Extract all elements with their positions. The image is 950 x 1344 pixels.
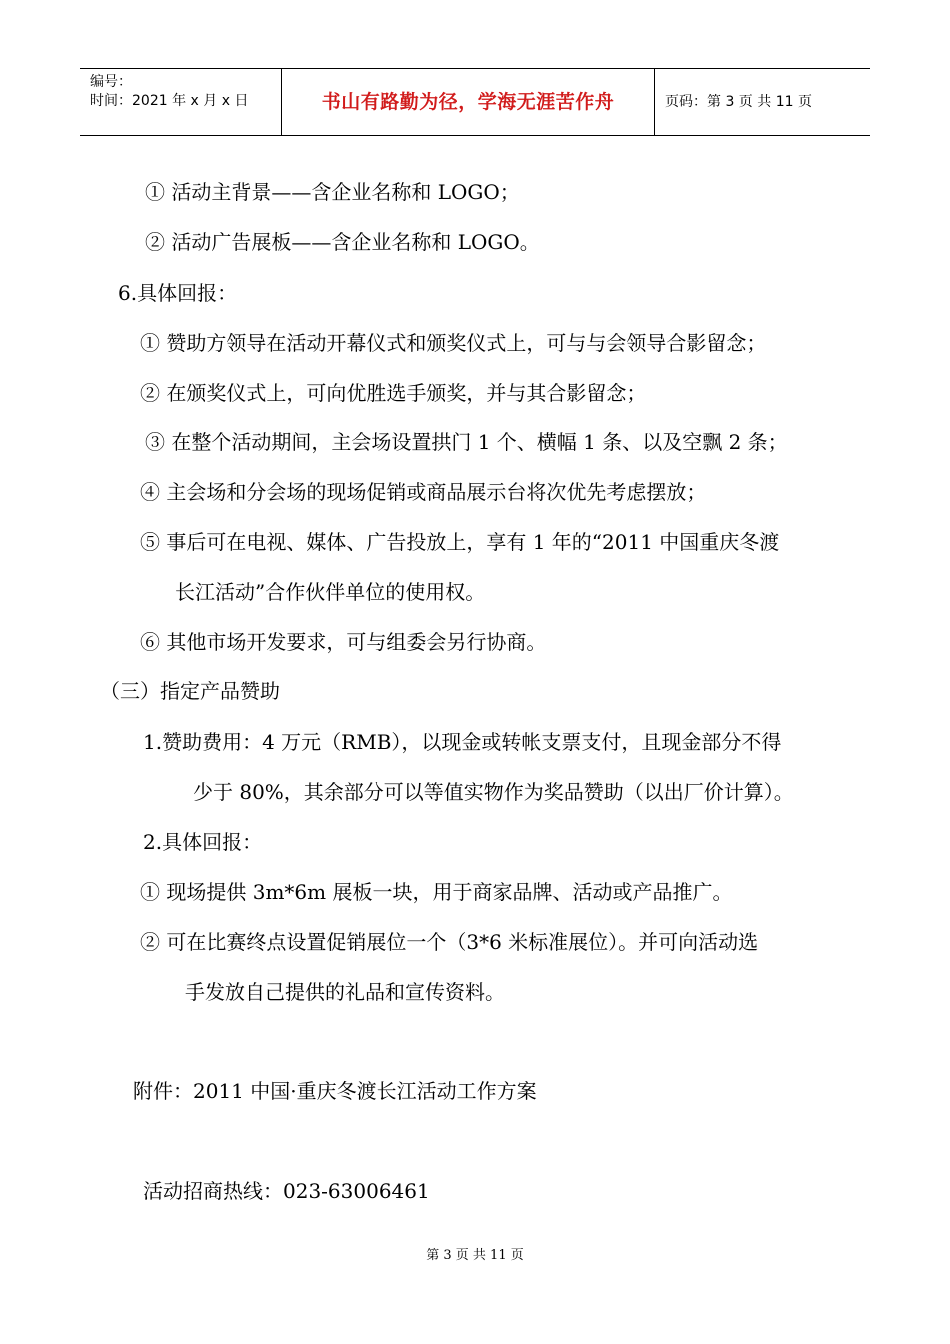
time-label: 时间：2021 年 x 月 x 日 — [90, 93, 249, 109]
list-item: ③ 在整个活动期间，主会场设置拱门 1 个、横幅 1 条、以及空飘 2 条； — [145, 430, 788, 454]
header-motto: 书山有路勤为径，学海无涯苦作舟 — [282, 69, 655, 135]
paragraph: 1.赞助费用：4 万元（RMB），以现金或转帐支票支付，且现金部分不得 — [143, 730, 782, 754]
list-item: ⑥ 其他市场开发要求，可与组委会另行协商。 — [140, 630, 547, 654]
attachment-note: 附件：2011 中国·重庆冬渡长江活动工作方案 — [133, 1079, 537, 1103]
list-item: ② 活动广告展板——含企业名称和 LOGO。 — [145, 230, 540, 254]
list-item: ① 活动主背景——含企业名称和 LOGO； — [145, 180, 520, 204]
hotline: 活动招商热线：023-63006461 — [143, 1179, 430, 1203]
list-item-continuation: 长江活动”合作伙伴单位的使用权。 — [175, 580, 486, 604]
section-heading: （三）指定产品赞助 — [100, 679, 280, 703]
header-meta-cell — [80, 69, 282, 135]
list-item: ④ 主会场和分会场的现场促销或商品展示台将次优先考虑摆放； — [140, 480, 707, 504]
document-header — [80, 68, 870, 136]
section-heading: 2.具体回报： — [143, 830, 263, 854]
paragraph-continuation: 少于 80%，其余部分可以等值实物作为奖品赞助（以出厂价计算）。 — [193, 780, 794, 804]
header-page-info: 页码：第 3 页 共 11 页 — [665, 94, 812, 110]
section-heading: 6.具体回报： — [118, 281, 238, 305]
list-item: ① 现场提供 3m*6m 展板一块，用于商家品牌、活动或产品推广。 — [140, 880, 733, 904]
list-item: ① 赞助方领导在活动开幕仪式和颁奖仪式上，可与与会领导合影留念； — [140, 331, 767, 355]
list-item: ② 可在比赛终点设置促销展位一个（3*6 米标准展位）。并可向活动选 — [140, 930, 759, 954]
list-item: ② 在颁奖仪式上，可向优胜选手颁奖，并与其合影留念； — [140, 381, 647, 405]
list-item-continuation: 手发放自己提供的礼品和宣传资料。 — [185, 980, 505, 1004]
code-label: 编号： — [90, 74, 132, 90]
list-item: ⑤ 事后可在电视、媒体、广告投放上，享有 1 年的“2011 中国重庆冬渡 — [140, 530, 780, 554]
page-footer: 第 3 页 共 11 页 — [426, 1248, 524, 1263]
